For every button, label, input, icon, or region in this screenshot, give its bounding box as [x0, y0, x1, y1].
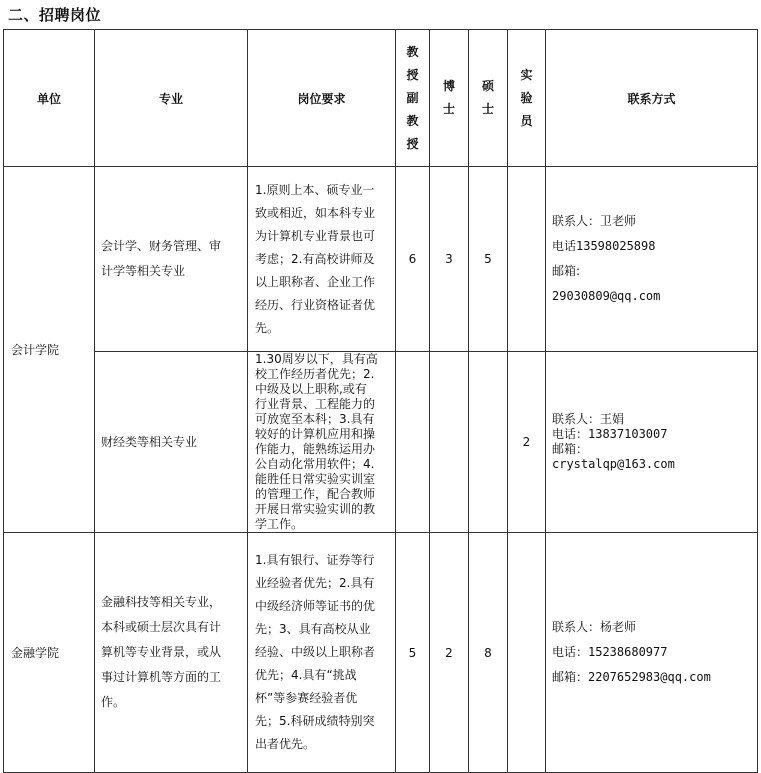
unit-cell: 会计学院: [4, 167, 95, 533]
lab-staff-count: 2: [508, 352, 546, 533]
professor-count: [396, 352, 430, 533]
phd-count: 3: [430, 167, 469, 352]
recruitment-table: [3, 29, 758, 773]
major-cell: 会计学、财务管理、审 计学等相关专业: [95, 167, 248, 352]
requirements-cell: 1.具有银行、证券等行 业经验者优先；2.具有 中级经济师等证书的优 先；3、具有高校从业 经验、中级以上职称者 优先；4.具有“挑战 杯”等参赛经验者优 先；5.科研成绩特别突 出者优先。: [248, 533, 396, 773]
phd-count: 2: [430, 533, 469, 773]
contact-cell: 联系人：王娟 电话：13837103007 邮箱： crystalqp@163.com: [546, 352, 758, 533]
master-count: 8: [469, 533, 508, 773]
requirements-cell: 1.原则上本、硕专业一 致或相近，如本科专业 为计算机专业背景也可 考虑；2.有高校讲师及 以上职称者、企业工作 经历、行业资格证者优 先。: [248, 167, 396, 352]
table-row: [4, 352, 758, 533]
header-lab-staff: 实 验 员: [508, 30, 546, 167]
major-cell: 财经类等相关专业: [95, 352, 248, 533]
requirements-cell: 1.30周岁以下，具有高 校工作经历者优先；2. 中级及以上职称,或有 行业背景、工程能力的 可放宽至本科；3.具有 较好的计算机应用和操 作能力，能熟练运用办 公自动化常用软件；4. 能胜任日常实验实训室 的管理工作，配合教师 开展日常实验实训的教 学工作。: [248, 352, 396, 533]
lab-staff-count: [508, 533, 546, 773]
professor-count: 6: [396, 167, 430, 352]
header-major: 专业: [95, 30, 248, 167]
contact-cell: 联系人：杨老师 电话：15238680977 邮箱：2207652983@qq.com: [546, 533, 758, 773]
table-row: [4, 167, 758, 352]
table-row: [4, 533, 758, 773]
header-requirements: 岗位要求: [248, 30, 396, 167]
major-cell: 金融科技等相关专业， 本科或硕士层次具有计 算机等专业背景，或从 事过计算机等方面的工 作。: [95, 533, 248, 773]
header-contact: 联系方式: [546, 30, 758, 167]
lab-staff-count: [508, 167, 546, 352]
section-title: 二、招聘岗位: [8, 6, 102, 24]
master-count: 5: [469, 167, 508, 352]
header-professor: 教 授 副 教 授: [396, 30, 430, 167]
unit-cell: 金融学院: [4, 533, 95, 773]
professor-count: 5: [396, 533, 430, 773]
header-row: [4, 30, 758, 167]
header-master: 硕 士: [469, 30, 508, 167]
contact-cell: 联系人：卫老师 电话13598025898 邮箱: 29030809@qq.com: [546, 167, 758, 352]
header-unit: 单位: [4, 30, 95, 167]
phd-count: [430, 352, 469, 533]
master-count: [469, 352, 508, 533]
header-phd: 博 士: [430, 30, 469, 167]
